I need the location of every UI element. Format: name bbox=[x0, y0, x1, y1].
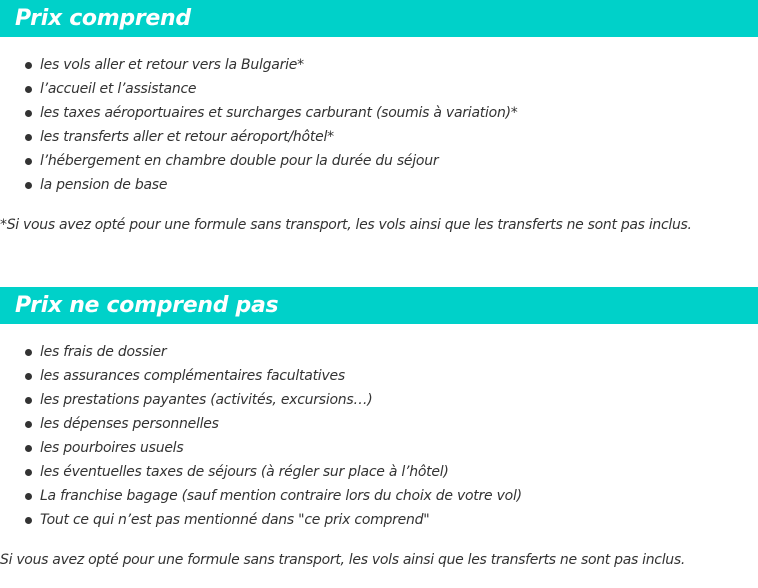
list-item bbox=[0, 125, 518, 149]
price-excludes-header bbox=[0, 287, 758, 324]
list-item-text: La franchise bagage (sauf mention contraire lors du choix de votre vol) bbox=[40, 488, 522, 504]
list-item bbox=[0, 101, 518, 125]
list-item-text: les frais de dossier bbox=[40, 344, 167, 360]
list-item bbox=[0, 484, 522, 508]
bullet-icon bbox=[25, 134, 32, 141]
price-includes-header bbox=[0, 0, 758, 37]
list-item bbox=[0, 149, 518, 173]
list-item bbox=[0, 388, 522, 412]
list-item-text: Tout ce qui n’est pas mentionné dans "ce prix comprend" bbox=[40, 512, 430, 528]
list-item bbox=[0, 412, 522, 436]
list-item bbox=[0, 436, 522, 460]
list-item-text: l’hébergement en chambre double pour la durée du séjour bbox=[40, 153, 439, 169]
bullet-icon bbox=[25, 349, 32, 356]
bullet-icon bbox=[25, 110, 32, 117]
bullet-icon bbox=[25, 373, 32, 380]
list-item-text: les dépenses personnelles bbox=[40, 416, 219, 432]
list-item bbox=[0, 173, 518, 197]
list-item-text: les assurances complémentaires facultatives bbox=[40, 368, 345, 384]
price-excludes-title: Prix ne comprend pas bbox=[15, 293, 279, 318]
list-item bbox=[0, 77, 518, 101]
bullet-icon bbox=[25, 517, 32, 524]
list-item-text: les prestations payantes (activités, excursions…) bbox=[40, 392, 373, 408]
list-item bbox=[0, 340, 522, 364]
bullet-icon bbox=[25, 493, 32, 500]
bullet-icon bbox=[25, 421, 32, 428]
list-item bbox=[0, 53, 518, 77]
list-item-text: les transferts aller et retour aéroport/hôtel* bbox=[40, 129, 334, 145]
price-excludes-list bbox=[0, 340, 522, 532]
list-item bbox=[0, 508, 522, 532]
bullet-icon bbox=[25, 86, 32, 93]
list-item-text: les taxes aéroportuaires et surcharges carburant (soumis à variation)* bbox=[40, 105, 518, 121]
bullet-icon bbox=[25, 469, 32, 476]
bullet-icon bbox=[25, 62, 32, 69]
transport-footnote: *Si vous avez opté pour une formule sans transport, les vols ainsi que les transferts ne sont pas inclus. bbox=[0, 217, 692, 233]
list-item-text: les éventuelles taxes de séjours (à régler sur place à l’hôtel) bbox=[40, 464, 449, 480]
list-item bbox=[0, 460, 522, 484]
bullet-icon bbox=[25, 182, 32, 189]
transport-footnote-excludes: Si vous avez opté pour une formule sans transport, les vols ainsi que les transferts ne sont pas inclus. bbox=[0, 552, 685, 568]
price-includes-list bbox=[0, 53, 518, 197]
list-item-text: l’accueil et l’assistance bbox=[40, 81, 197, 97]
list-item-text: la pension de base bbox=[40, 177, 168, 193]
list-item-text: les pourboires usuels bbox=[40, 440, 184, 456]
price-includes-title: Prix comprend bbox=[15, 6, 191, 31]
list-item-text: les vols aller et retour vers la Bulgarie* bbox=[40, 57, 304, 73]
bullet-icon bbox=[25, 158, 32, 165]
list-item bbox=[0, 364, 522, 388]
bullet-icon bbox=[25, 445, 32, 452]
bullet-icon bbox=[25, 397, 32, 404]
